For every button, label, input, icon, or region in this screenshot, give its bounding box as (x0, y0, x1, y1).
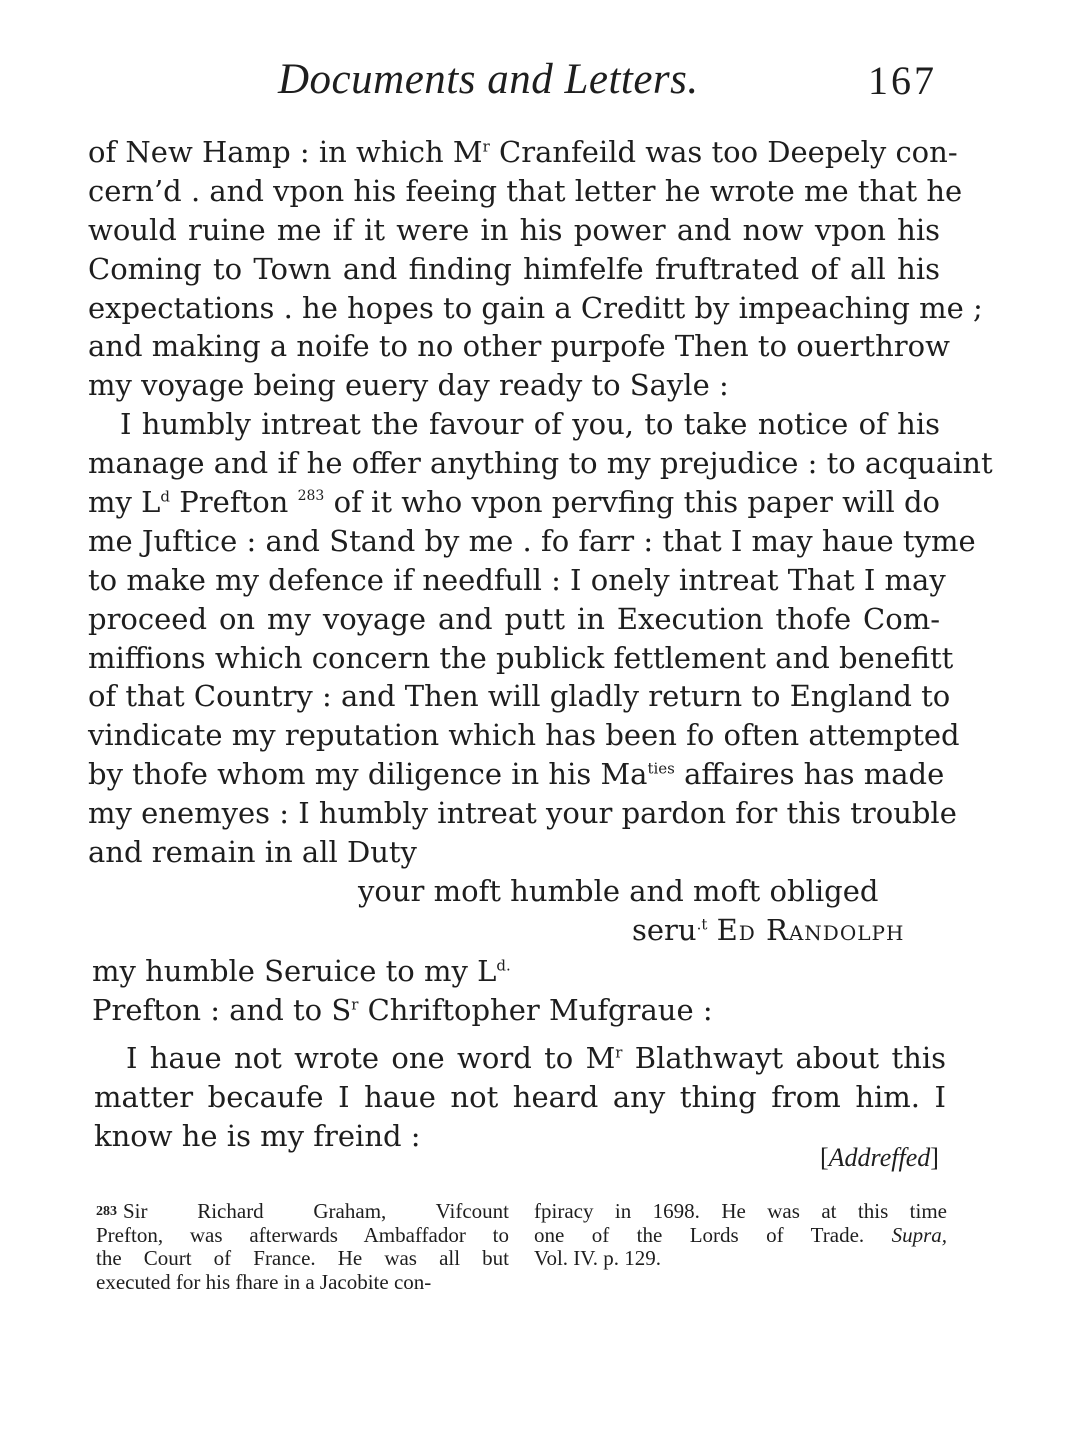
footnote-line: the Court of France. He was all but (96, 1246, 509, 1270)
text-line: and making a noife to no other purpofe Then to ouerthrow (88, 329, 950, 364)
text-line: to make my defence if needfull : I onely intreat That I may (88, 562, 946, 597)
text-line: by thofe whom my diligence in his $Ma^{ties}$ affaires has made (88, 757, 945, 792)
addressed-note: [Addreffed] (820, 1143, 939, 1172)
footnote-line: fpiracy in 1698. He was at this time (534, 1199, 947, 1223)
text-line: proceed on my voyage and putt in Execution thofe Com- (88, 601, 940, 636)
text-line: manage and if he offer anything to my prejudice : to acquaint (88, 446, 993, 481)
text-line: I haue not wrote one word to $M^r$ Blathwayt about this (126, 1041, 946, 1075)
footnote-number: 283 (96, 1204, 117, 1219)
footnote-line: Prefton, was afterwards Ambaffador to (96, 1222, 509, 1247)
text-line: my humble Seruice to my $L^{d.}$ (92, 954, 511, 988)
footnote-reference: 283 (297, 488, 325, 505)
text-line: miffions which concern the publick fettlement and benefitt (88, 640, 954, 675)
text-line: matter becaufe I haue not heard any thing from him. I (94, 1079, 946, 1114)
text-line: my voyage being euery day ready to Sayle : (88, 368, 729, 403)
letter-body (88, 133, 993, 950)
text-line: me Juftice : and Stand by me . fo farr : that I may haue tyme (88, 523, 976, 558)
footnote-line: Vol. IV. p. 129. (534, 1246, 661, 1270)
signature: seru$^{.t}$ Ed Randolph (632, 912, 905, 947)
text-line: of that Country : and Then will gladly return to England to (88, 679, 951, 714)
text-line: I humbly intreat the favour of you, to take notice of his (120, 407, 940, 442)
text-line: cern’d . and vpon his feeing that letter he wrote me that he (88, 173, 963, 208)
postscript (92, 952, 944, 1030)
running-header (0, 55, 1066, 105)
text-line: vindicate my reputation which has been fo often attempted (88, 718, 960, 753)
footnote-right-column (534, 1200, 947, 1271)
text-line: my $L^d$ Prefton $^{283}$ of it who vpon pervfing this paper will do (88, 485, 941, 520)
text-line: of New Hamp : in which $M^r$ Cranfeild was too Deepely con- (88, 135, 958, 169)
text-line: know he is my freind : (94, 1118, 421, 1153)
footnote-line: 283 Sir Richard Graham, Vifcount (96, 1199, 509, 1223)
closing-line: your moft humble and moft obliged (358, 873, 879, 908)
footnote-line: executed for his fhare in a Jacobite con- (96, 1269, 432, 1294)
text-line: my enemyes : I humbly intreat your pardon for this trouble (88, 796, 957, 831)
text-line: and remain in all Duty (88, 835, 417, 870)
footnote-left-column (96, 1200, 509, 1294)
text-line: would ruine me if it were in his power and now vpon his (88, 212, 940, 247)
running-title: Documents and Letters. (278, 56, 699, 103)
second-postscript (94, 1039, 946, 1156)
footnote-line: one of the Lords of Trade. Supra, (534, 1222, 947, 1247)
page-number: 167 (868, 58, 937, 103)
text-line: expectations . he hopes to gain a Creditt by impeaching me ; (88, 290, 983, 325)
text-line: Coming to Town and finding himfelfe fruftrated of all his (88, 251, 940, 286)
text-line: Prefton : and to $S^r$ Chriftopher Mufgraue : (92, 992, 713, 1027)
